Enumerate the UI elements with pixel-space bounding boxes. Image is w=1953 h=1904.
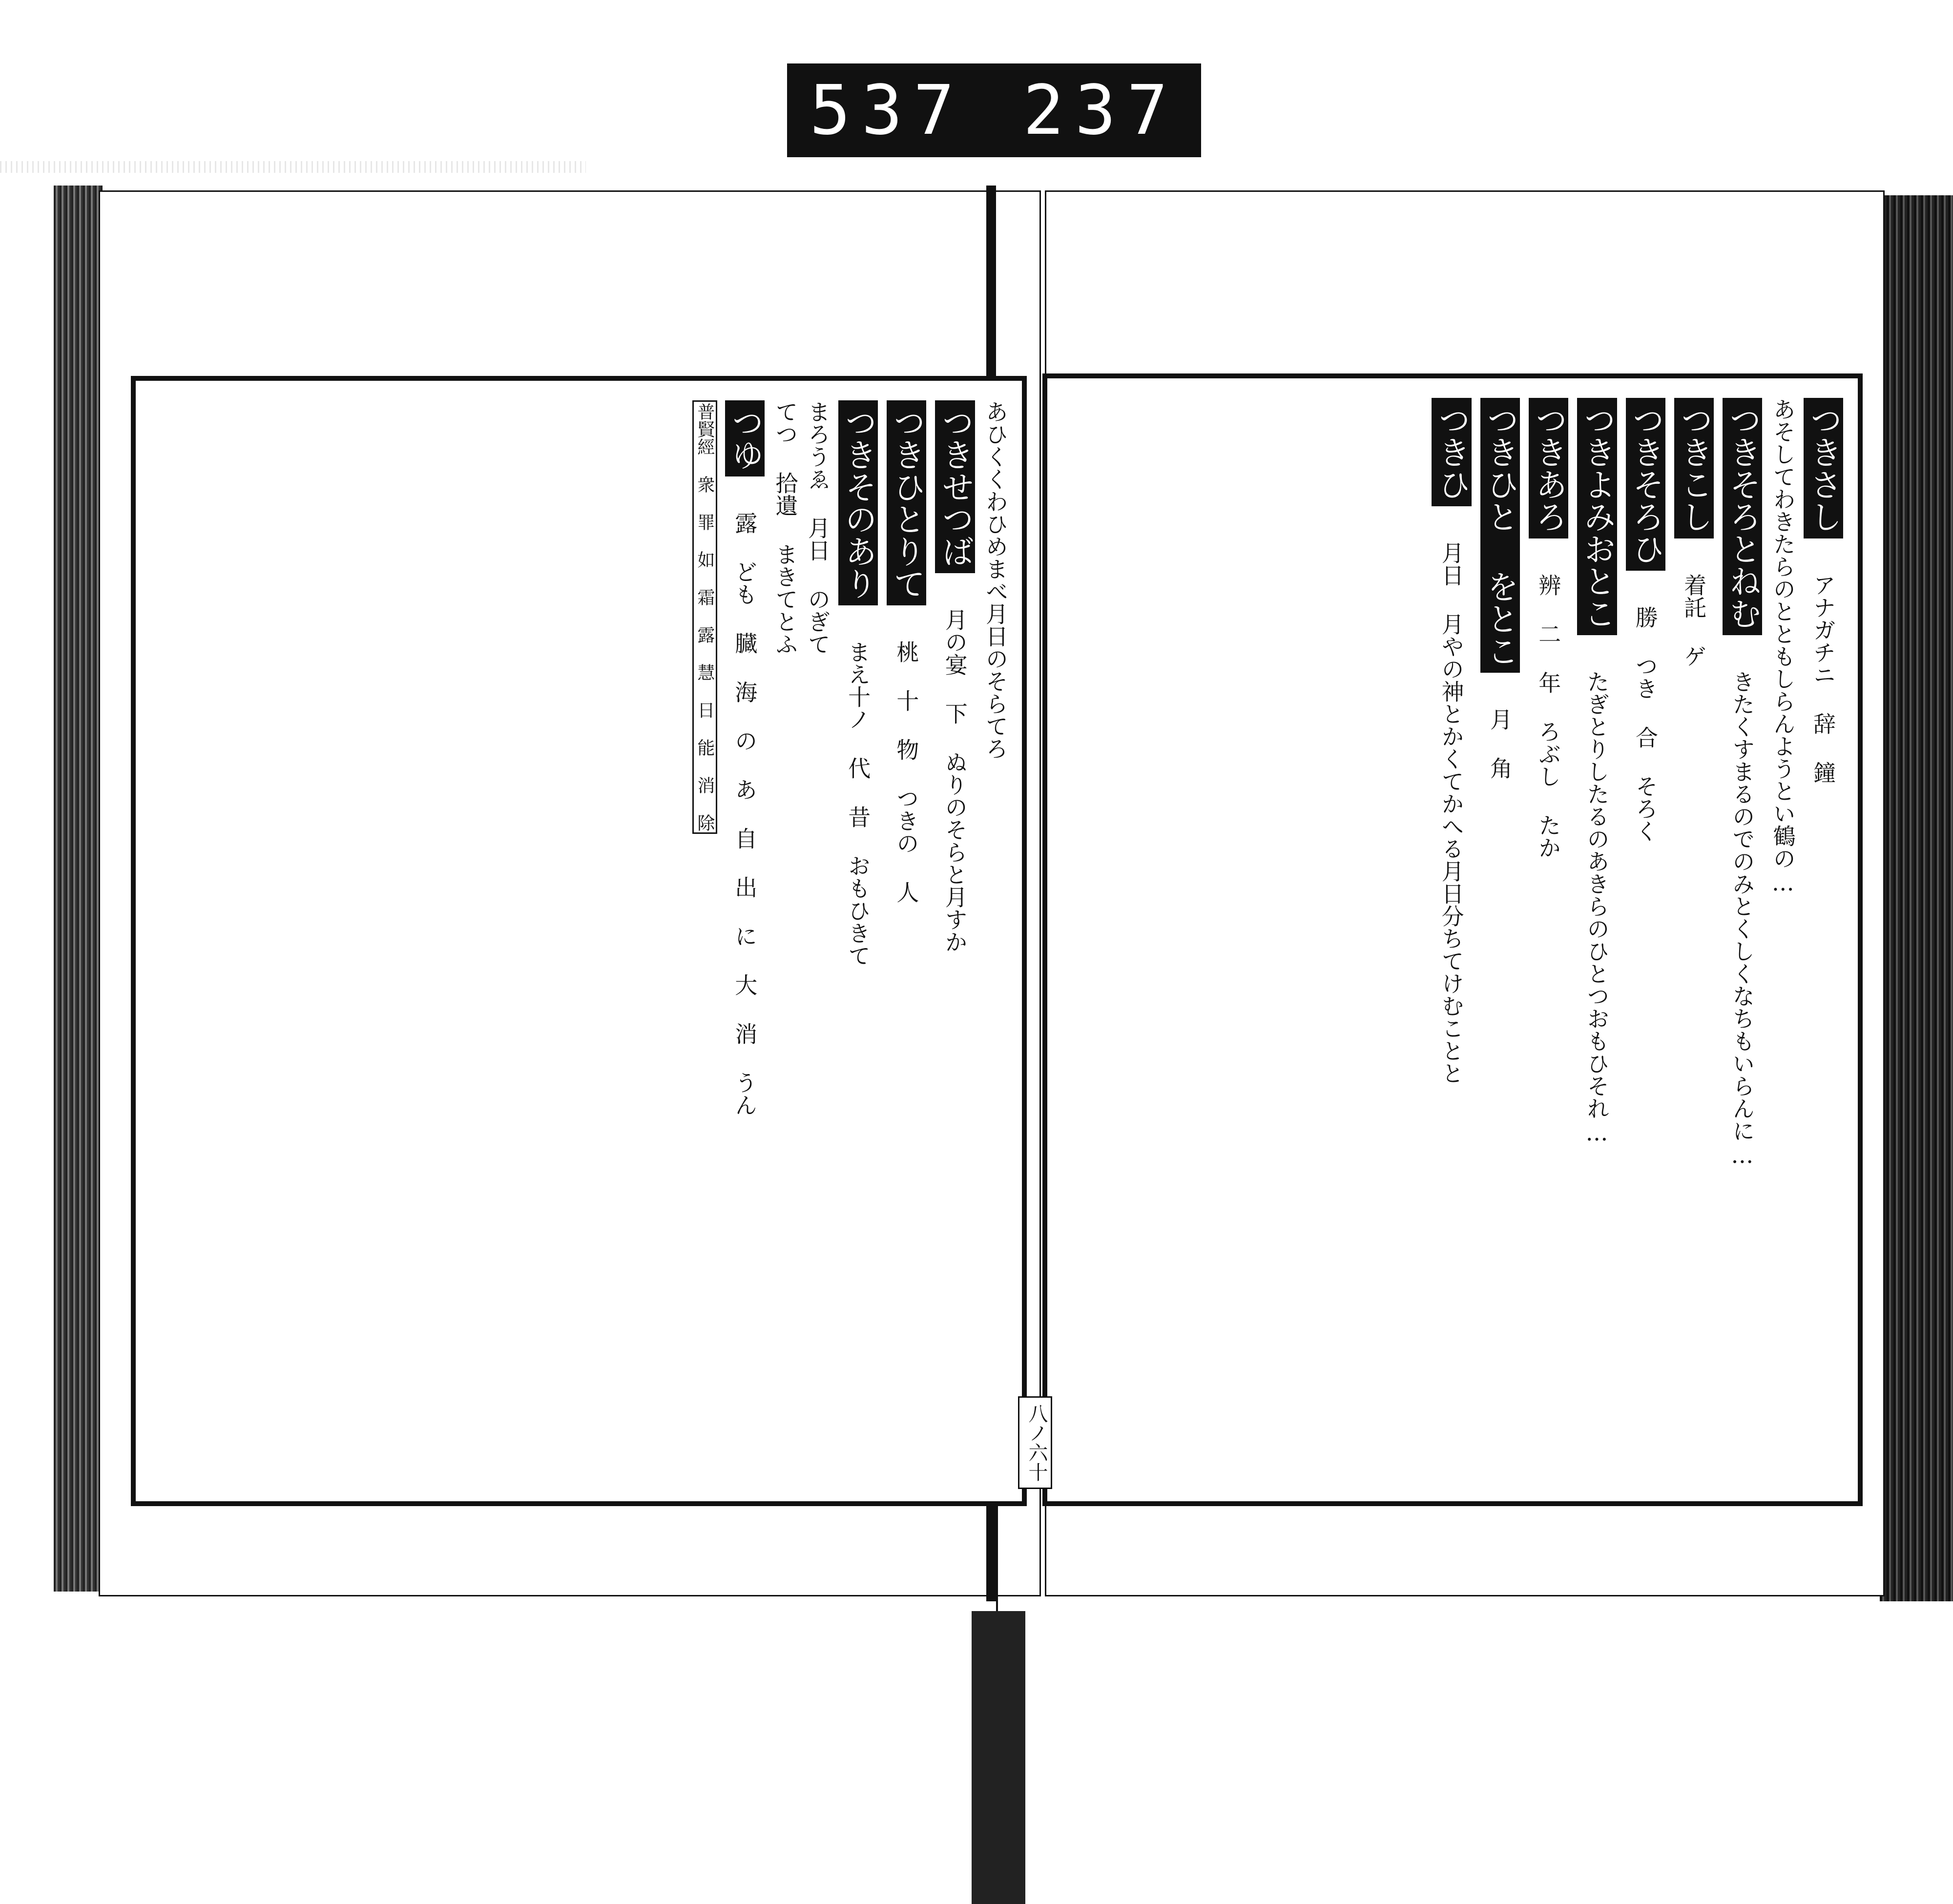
right-col-8-headword: つきひと をとこ	[1480, 398, 1520, 673]
scan-noise	[0, 161, 586, 173]
right-col-2	[1771, 398, 1794, 1482]
right-col-4	[1674, 398, 1714, 1482]
right-page-edges	[1880, 195, 1953, 1601]
left-col-4-headword: つきそのあり	[838, 400, 878, 605]
right-page-columns	[1062, 398, 1843, 1482]
left-col-4-text: まえ十ノ 代 昔 おもひきて	[845, 641, 872, 967]
right-col-4-headword: つきこし	[1674, 398, 1714, 538]
left-col-5	[806, 400, 830, 1482]
right-col-9	[1432, 398, 1471, 1482]
right-col-7-text: 辨 二 年 ろぶし たか	[1535, 574, 1562, 859]
left-col-3	[887, 400, 926, 1482]
left-col-1	[984, 400, 1007, 1482]
left-col-8	[693, 400, 716, 1482]
right-col-6-text: たぎとりしたるのあきらのひとつおもひそれ…	[1583, 670, 1610, 1146]
catalog-number-right: 237	[1023, 70, 1179, 150]
right-col-4-text: 着託 ゲ	[1681, 574, 1707, 667]
left-page-edges	[54, 186, 103, 1592]
left-col-7-headword: つゆ	[725, 400, 765, 476]
right-col-7	[1529, 398, 1568, 1482]
left-col-1-text: あひくくわひめまべ月日のそらてろ	[982, 400, 1009, 760]
left-col-2	[935, 400, 975, 1482]
right-col-9-headword: つきひ	[1432, 398, 1471, 506]
left-page-textblock	[131, 376, 1027, 1506]
right-page-textblock	[1042, 373, 1863, 1506]
left-col-7	[725, 400, 765, 1482]
right-col-3-headword: つきそろとねむ	[1723, 398, 1762, 635]
left-page-columns	[150, 400, 1007, 1482]
right-col-1-text: アナガチニ 辞 鐘	[1810, 574, 1836, 784]
right-col-6	[1577, 398, 1617, 1482]
catalog-number-label	[787, 63, 1201, 157]
right-col-3-text: きたくすまるのでのみとくしくなちもいらんに…	[1729, 670, 1756, 1168]
left-col-4	[838, 400, 878, 1482]
right-col-9-text: 月日 月やの神とかくてかへる月日分ちてけむことと	[1438, 541, 1465, 1084]
right-col-2-text: あそしてわきたらのとともしらんようとい鶴の…	[1769, 398, 1796, 896]
left-col-6	[773, 400, 797, 1482]
right-col-5	[1626, 398, 1665, 1482]
right-col-7-headword: つきあろ	[1529, 398, 1568, 538]
right-col-8	[1480, 398, 1520, 1482]
left-col-7-text: 露 ども 臓 海 の あ 自 出 に 大 消 うん	[731, 512, 758, 1116]
right-col-5-headword: つきそろひ	[1626, 398, 1665, 571]
left-col-2-text: 月の宴 下 ぬりのそらと月すか	[941, 608, 968, 953]
right-col-8-text: 月 角	[1486, 708, 1513, 779]
catalog-number-left: 537	[810, 70, 965, 150]
left-col-2-headword: つきせつば	[935, 400, 975, 573]
right-col-5-text: 勝 つき 合 そろく	[1632, 606, 1659, 842]
left-col-8-text: 普賢經 衆 罪 如 霜 露 慧 日 能 消 除	[692, 400, 717, 834]
right-col-1-headword: つきさし	[1804, 398, 1843, 538]
left-col-3-headword: つきひとりて	[887, 400, 926, 605]
left-col-6-text: てつ 拾遺 まきてとふ	[772, 400, 799, 655]
right-col-6-headword: つきよみおとこ	[1577, 398, 1617, 635]
right-col-3	[1723, 398, 1762, 1482]
left-col-3-text: 桃 十 物 つきの 人	[893, 641, 920, 903]
right-col-1	[1804, 398, 1843, 1482]
left-col-5-text: まろうゑ 月日 のぎて	[804, 400, 831, 655]
bookmark-tab	[972, 1611, 1025, 1904]
page-number: 八ノ六十	[1018, 1396, 1052, 1489]
